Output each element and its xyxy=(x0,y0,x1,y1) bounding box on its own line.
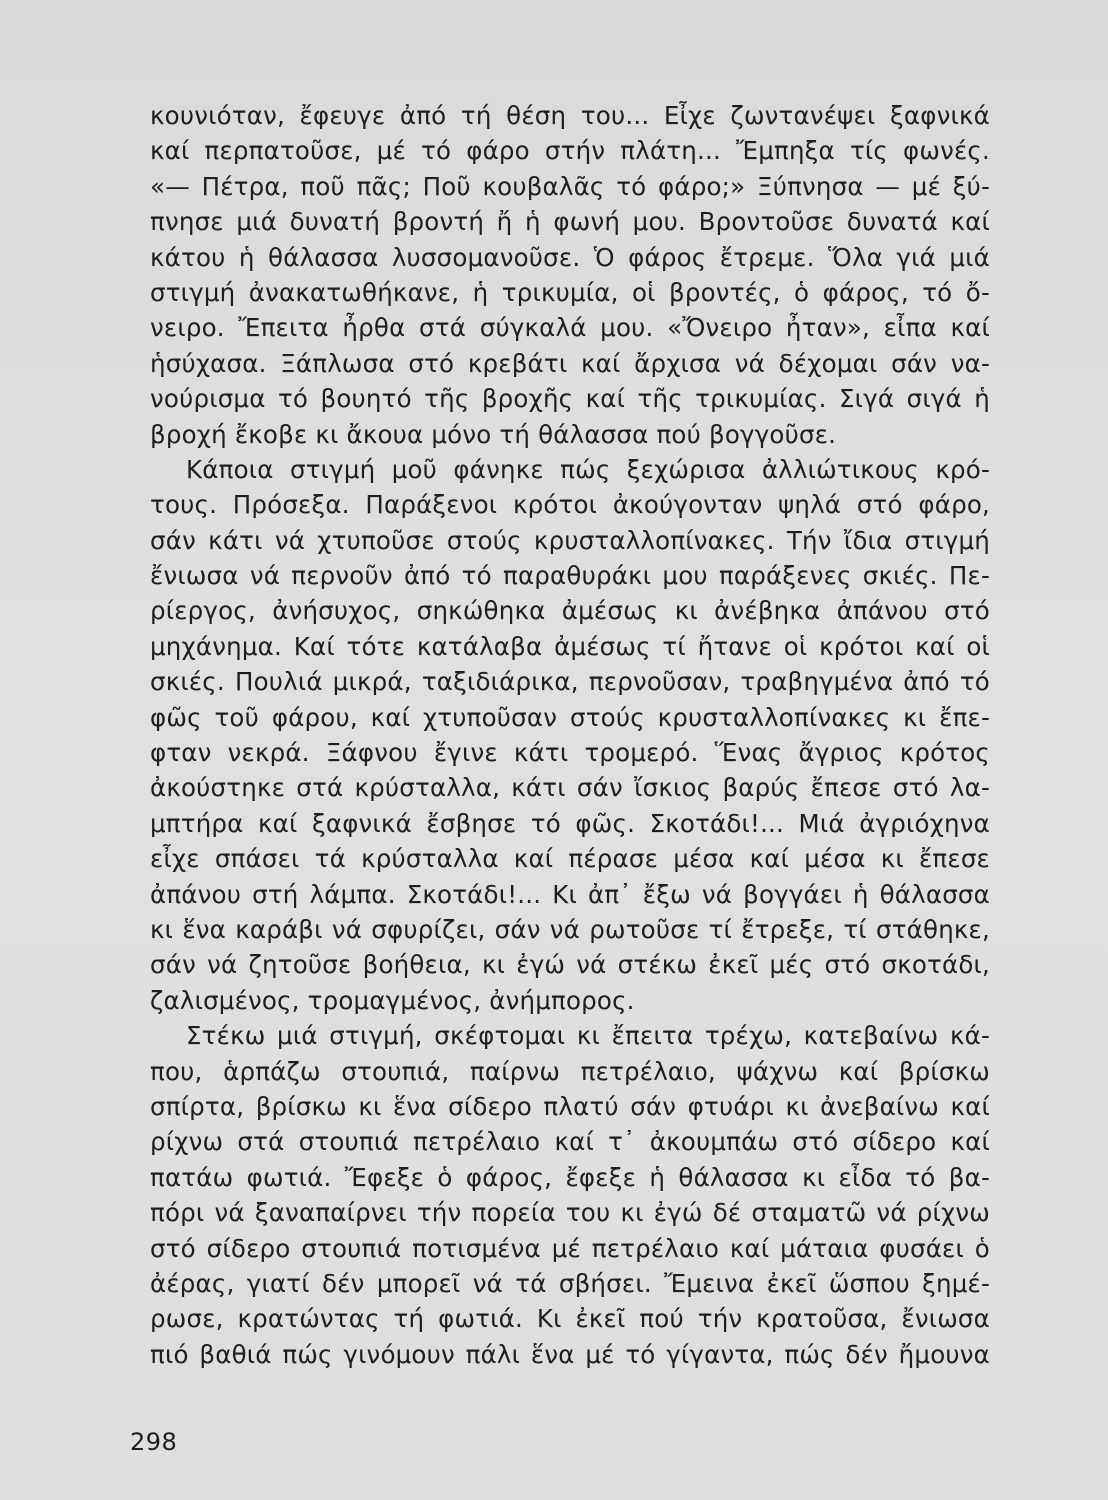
text-line: νούρισμα τό βουητό τῆς βροχῆς καί τῆς τρικυμίας. Σιγά σιγά ἡ xyxy=(150,384,990,414)
text-line: ἡσύχασα. Ξάπλωσα στό κρεβάτι καί ἄρχισα νά δέχομαι σάν να- xyxy=(150,348,990,378)
text-line: μπτήρα καί ξαφνικά ἔσβησε τό φῶς. Σκοτάδι!... Μιά ἀγριόχηνα xyxy=(150,808,990,838)
text-line: στιγμή ἀνακατωθήκανε, ἡ τρικυμία, οἱ βροντές, ὁ φάρος, τό ὄ- xyxy=(150,277,990,307)
text-line: ρίχνω στά στουπιά πετρέλαιο καί τ᾿ ἀκουμπάω στό σίδερο καί xyxy=(150,1127,990,1157)
text-line: εἶχε σπάσει τά κρύσταλλα καί πέρασε μέσα καί μέσα κι ἔπεσε xyxy=(150,844,990,874)
text-line: φῶς τοῦ φάρου, καί χτυποῦσαν στούς κρυσταλλοπίνακες κι ἔπε- xyxy=(150,702,990,732)
text-line: μηχάνημα. Καί τότε κατάλαβα ἀμέσως τί ἤτανε οἱ κρότοι καί οἱ xyxy=(150,631,990,661)
page-number: 298 xyxy=(130,1428,178,1456)
text-line: ἀπάνου στή λάμπα. Σκοτάδι!... Κι ἀπ᾿ ἔξω νά βογγάει ἡ θάλασσα xyxy=(150,879,990,909)
text-line: που, ἁρπάζω στουπιά, παίρνω πετρέλαιο, ψάχνω καί βρίσκω xyxy=(150,1056,990,1086)
text-line: πόρι νά ξαναπαίρνει τήν πορεία του κι ἐγώ δέ σταματῶ νά ρίχνω xyxy=(150,1198,990,1228)
text-line: ἔνιωσα νά περνοῦν ἀπό τό παραθυράκι μου παράξενες σκιές. Πε- xyxy=(150,561,990,591)
text-line: σπίρτα, βρίσκω κι ἕνα σίδερο πλατύ σάν φτυάρι κι ἀνεβαίνω καί xyxy=(150,1091,990,1121)
text-line: σάν κάτι νά χτυποῦσε στούς κρυσταλλοπίνακες. Τήν ἴδια στιγμή xyxy=(150,525,990,555)
text-line: πιό βαθιά πώς γινόμουν πάλι ἕνα μέ τό γίγαντα, πώς δέν ἤμουνα xyxy=(150,1339,990,1369)
text-line: κουνιόταν, ἔφευγε ἀπό τή θέση του... Εἶχε ζωντανέψει ξαφνικά xyxy=(150,101,990,130)
text-line: «— Πέτρα, ποῦ πᾶς; Ποῦ κουβαλᾶς τό φάρο;» Ξύπνησα — μέ ξύ- xyxy=(150,171,990,201)
text-line: ἀκούστηκε στά κρύσταλλα, κάτι σάν ἴσκιος βαρύς ἔπεσε στό λα- xyxy=(150,773,990,803)
text-line: φταν νεκρά. Ξάφνου ἔγινε κάτι τρομερό. Ἕνας ἄγριος κρότος xyxy=(150,738,990,768)
text-line: κάτου ἡ θάλασσα λυσσομανοῦσε. Ὁ φάρος ἔτρεμε. Ὅλα γιά μιά xyxy=(150,242,990,272)
paragraph-start-line: Κάποια στιγμή μοῦ φάνηκε πώς ξεχώρισα ἀλλιώτικους κρό- xyxy=(186,454,990,484)
text-line: νειρο. Ἔπειτα ἦρθα στά σύγκαλά μου. «Ὄνειρο ἦταν», εἶπα καί xyxy=(150,313,990,343)
text-line: σκιές. Πουλιά μικρά, ταξιδιάρικα, περνοῦσαν, τραβηγμένα ἀπό τό xyxy=(150,667,990,697)
text-line: ρωσε, κρατώντας τή φωτιά. Κι ἐκεῖ πού τήν κρατοῦσα, ἔνιωσα xyxy=(150,1304,990,1334)
paragraph-end-line: ζαλισμένος, τρομαγμένος, ἀνήμπορος. xyxy=(150,985,635,1015)
paragraph-end-line: βροχή ἔκοβε κι ἄκουα μόνο τή θάλασσα πού βογγοῦσε. xyxy=(150,419,837,449)
text-line: πατάω φωτιά. Ἔφεξε ὁ φάρος, ἔφεξε ἡ θάλασσα κι εἶδα τό βα- xyxy=(150,1162,990,1192)
text-line: πνησε μιά δυνατή βροντή ἤ ἡ φωνή μου. Βροντοῦσε δυνατά καί xyxy=(150,207,990,237)
paragraph-start-line: Στέκω μιά στιγμή, σκέφτομαι κι ἔπειτα τρέχω, κατεβαίνω κά- xyxy=(186,1021,990,1051)
text-line: τους. Πρόσεξα. Παράξενοι κρότοι ἀκούγονταν ψηλά στό φάρο, xyxy=(150,490,990,520)
text-line: σάν νά ζητοῦσε βοήθεια, κι ἐγώ νά στέκω ἐκεῖ μές στό σκοτάδι, xyxy=(150,950,990,980)
body-text xyxy=(150,98,990,1372)
text-line: στό σίδερο στουπιά ποτισμένα μέ πετρέλαιο καί μάταια φυσάει ὁ xyxy=(150,1233,990,1263)
text-line: ἀέρας, γιατί δέν μπορεῖ νά τά σβήσει. Ἔμεινα ἐκεῖ ὥσπου ξημέ- xyxy=(150,1268,990,1298)
text-line: καί περπατοῦσε, μέ τό φάρο στήν πλάτη... Ἔμπηξα τίς φωνές. xyxy=(150,136,990,166)
text-line: κι ἕνα καράβι νά σφυρίζει, σάν νά ρωτοῦσε τί ἔτρεξε, τί στάθηκε, xyxy=(150,914,990,944)
text-line: ρίεργος, ἀνήσυχος, σηκώθηκα ἀμέσως κι ἀνέβηκα ἀπάνου στό xyxy=(150,596,990,626)
